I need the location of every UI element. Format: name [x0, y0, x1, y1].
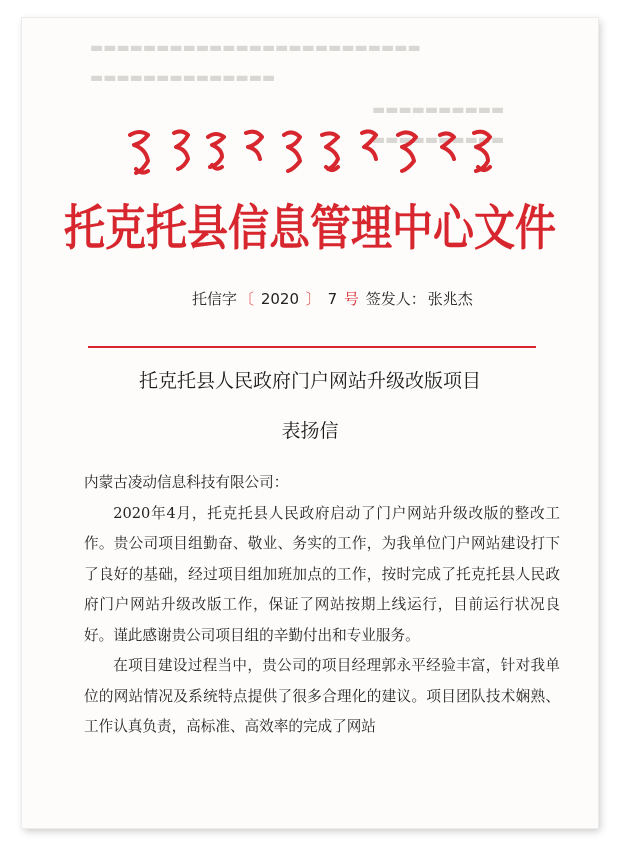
body-paragraph-1: 2020年4月，托克托县人民政府启动了门户网站升级改版的整改工作。贵公司项目组勤奋、敬业、务实的工作，为我单位门户网站建设打下了良好的基础，经过项目组加班加点的工作，按时完成了托克托县人民政府门户网站升级改版工作，保证了网站按期上线运行，目前运行状况良好。谨此感谢贵公司项目组的辛勤付出和专业服务。	[84, 504, 560, 644]
bleed-through-text: ▬▬▬▬▬▬▬▬▬▬	[372, 102, 505, 118]
red-divider-line	[88, 346, 536, 348]
doc-number-year: 2020	[260, 290, 299, 308]
letter-body	[84, 468, 560, 743]
letter-title-line-2: 表扬信	[281, 420, 339, 442]
bleed-through-text: ▬▬▬▬▬▬▬▬▬▬▬▬▬▬▬▬▬▬▬▬▬▬▬▬▬	[90, 40, 421, 56]
issuer-title: 托克托县信息管理中心文件	[64, 199, 556, 257]
bleed-through-text: ▬▬▬▬▬▬▬▬▬▬▬▬▬▬	[90, 70, 276, 86]
document-number-line	[192, 288, 475, 309]
salutation: 内蒙古凌动信息科技有限公司：	[84, 474, 289, 491]
doc-number-close-bracket: 〕	[305, 290, 321, 308]
mongolian-script-glyphs	[122, 123, 505, 185]
doc-number-prefix: 托信字	[192, 290, 238, 308]
signer-name: 张兆杰	[427, 290, 473, 308]
letter-title-line-1: 托克托县人民政府门户网站升级改版项目	[138, 370, 481, 392]
body-paragraph-2: 在项目建设过程当中，贵公司的项目经理郭永平经验丰富，针对我单位的网站情况及系统特点提供了很多合理化的建议。项目团队技术娴熟、工作认真负责，高标准、高效率的完成了网站	[84, 657, 560, 735]
mongolian-script-header	[122, 123, 505, 185]
doc-number-open-bracket: 〔	[239, 290, 255, 308]
signer-label: 签发人：	[365, 290, 426, 308]
doc-number-value: 7	[327, 290, 338, 308]
doc-number-suffix: 号	[343, 290, 359, 308]
document-page	[22, 18, 598, 828]
bleed-through-text: ▬▬▬▬▬▬▬▬▬▬	[372, 132, 505, 148]
